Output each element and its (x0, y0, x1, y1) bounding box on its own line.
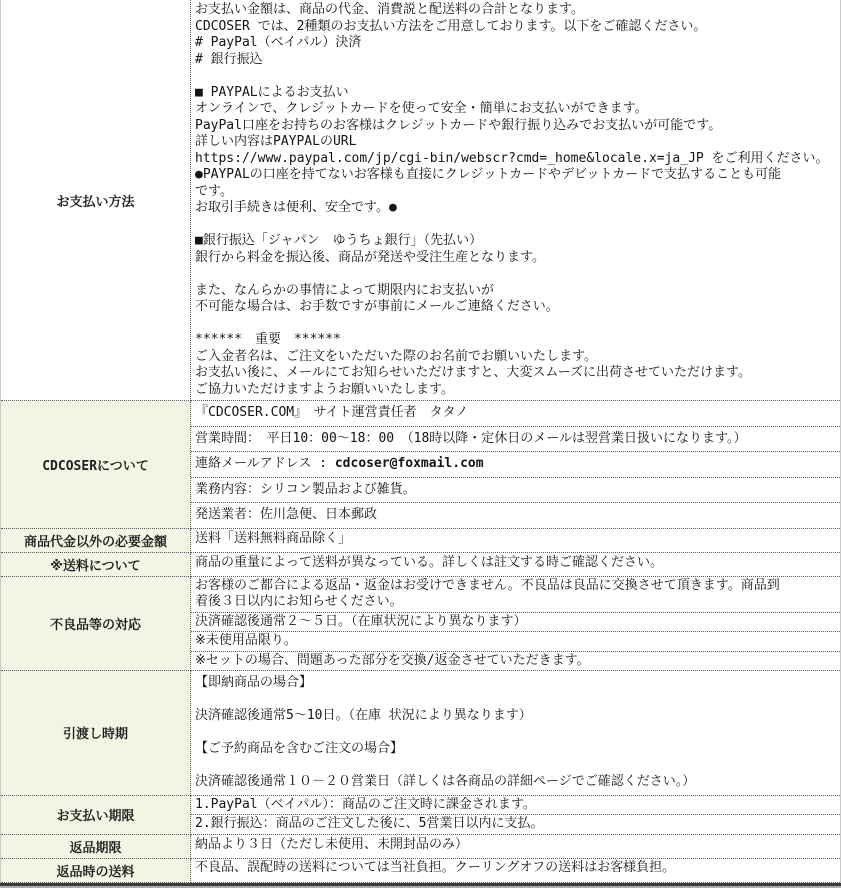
subcell-shipping-fee-0 (191, 553, 840, 574)
text-line: https://www.paypal.com/jp/cgi-bin/webscr?cmd=_home&locale.x=ja_JP をご利用ください。 (195, 150, 829, 166)
subcell-payment-deadline-0 (191, 796, 840, 816)
row-extra-charges (1, 528, 841, 552)
row-header-return-shipping: 返品時の送料 (1, 858, 191, 882)
text-line: 送料「送料無料商品除く」 (195, 530, 352, 546)
text-line (195, 217, 836, 234)
row-header-about-cdcoser: CDCOSERについて (1, 401, 191, 529)
row-content-payment-deadline (191, 795, 841, 834)
row-header-return-deadline: 返品期限 (1, 834, 191, 858)
row-content-shipping-fee (191, 552, 841, 576)
text-line: 【ご予約商品を含むご注文の場合】 (195, 741, 404, 756)
text-line (195, 266, 836, 283)
text-line: ご入金者名は、ご注文をいただいた際のお名前でお願いいたします。 (195, 348, 597, 364)
row-header-payment-deadline: お支払い期限 (1, 795, 191, 834)
row-content-extra-charges (191, 528, 841, 552)
row-content-about-cdcoser (191, 401, 841, 529)
subcell-about-cdcoser-0 (191, 401, 840, 427)
text-line: 2.銀行振込：商品のご注文した後に、5営業日以内に支払。 (195, 816, 544, 831)
text-line: お客様のご都合による返品・返金はお受けできません。不良品は良品に交換させて頂きます。商品到 (195, 577, 780, 593)
text-line: 1.PayPal（ベイパル）：商品のご注文時に課金されます。 (195, 796, 536, 812)
text-line: ●PAYPALの口座を持てないお客様も直接にクレジットカードやデビットカードで支払することも可能 (195, 167, 782, 182)
text-line (195, 725, 836, 742)
email-address: cdcoser@foxmail.com (334, 456, 484, 471)
text-line: ■ PAYPALによるお支払い (195, 84, 349, 100)
text-line: PayPal口座をお持ちのお客様はクレジットカードや銀行振り込みでお支払いが可能です。 (195, 117, 722, 133)
text-line: お取引手続きは便利、安全です。● (195, 200, 397, 215)
text-line (195, 316, 836, 333)
row-content-defective-items (191, 576, 841, 671)
text-line: # 銀行振込 (195, 51, 263, 67)
text-line: 業務内容：シリコン製品および雑貨。 (195, 481, 416, 497)
contact-email-line (195, 456, 836, 473)
subcell-defective-items-3 (191, 652, 840, 671)
text-line (195, 68, 836, 85)
text-line: 決済確認後通常5～10日。（在庫 状況により異なります） (195, 708, 532, 723)
subcell-about-cdcoser-1 (191, 427, 840, 453)
text-line: また、なんらかの事情によって期限内にお支払いが (195, 282, 495, 298)
text-line: 営業時間： 平日10：00～18：00 （18時以降・定休日のメールは翌営業日扱いになります。） (195, 430, 747, 446)
text-line (195, 692, 836, 709)
subcell-defective-items-1 (191, 613, 840, 633)
text-line: 【即納商品の場合】 (195, 675, 313, 690)
row-defective-items (1, 576, 841, 671)
row-header-payment-method: お支払い方法 (1, 0, 191, 401)
subcell-delivery-time-0 (191, 671, 840, 795)
row-return-shipping (1, 858, 841, 882)
row-header-delivery-time: 引渡し時期 (1, 671, 191, 796)
text-line: オンラインで、クレジットカードを使って安全・簡単にお支払いができます。 (195, 101, 648, 116)
text-line: ■銀行振込「ジャパン ゆうちょ銀行」（先払い） (195, 233, 483, 248)
text-line: 不可能な場合は、お手数ですが事前にメールご連絡ください。 (195, 299, 559, 314)
subcell-defective-items-2 (191, 632, 840, 652)
row-return-deadline (1, 834, 841, 858)
row-content-return-shipping (191, 858, 841, 882)
text-line: 不良品、誤配時の送料については当社負担。クーリングオフの送料はお客様負担。 (195, 859, 676, 875)
row-about-cdcoser (1, 401, 841, 529)
row-delivery-time (1, 671, 841, 796)
text-line: ※セットの場合、問題あった部分を交換/返金させていただきます。 (195, 652, 590, 668)
text-line: # PayPal（ベイパル）決済 (195, 35, 362, 50)
subcell-extra-charges-0 (191, 529, 840, 550)
text-line: 発送業者：佐川急便、日本郵政 (195, 507, 378, 522)
subcell-payment-deadline-1 (191, 815, 840, 834)
row-header-shipping-fee: ※送料について (1, 552, 191, 576)
row-content-delivery-time (191, 671, 841, 796)
email-label: 連絡メールアドレス : (195, 456, 335, 471)
row-header-defective-items: 不良品等の対応 (1, 576, 191, 671)
text-line: 納品より３日（ただし未使用、未開封品のみ） (195, 836, 469, 852)
row-payment-deadline (1, 795, 841, 834)
text-line: ご協力いただけますようお願いいたします。 (195, 381, 454, 397)
text-line: 銀行から料金を振込後、商品が発送や受注生産となります。 (195, 249, 545, 265)
subcell-defective-items-0 (191, 577, 840, 613)
row-content-return-deadline (191, 834, 841, 858)
text-line: お支払い後に、メールにてお知らせいただけますと、大変スムーズに出荷させていただけます。 (195, 365, 752, 380)
text-line: です。 (195, 183, 233, 199)
row-content-payment-method (191, 0, 841, 401)
subcell-about-cdcoser-2 (191, 452, 840, 478)
subcell-about-cdcoser-3 (191, 478, 840, 504)
text-line: CDCOSER では、2種類のお支払い方法をご用意しております。以下をご確認ください。 (195, 18, 707, 34)
text-line: 詳しい内容はPAYPALのURL (195, 134, 357, 149)
text-line: 決済確認後通常２～５日。（在庫状況により異なります） (195, 613, 527, 629)
subcell-return-deadline-0 (191, 835, 840, 856)
text-line: 商品の重量によって送料が異なっている。詳しくは註文する時ご確認ください。 (195, 554, 664, 570)
subcell-about-cdcoser-4 (191, 503, 840, 528)
row-header-extra-charges: 商品代金以外の必要金額 (1, 528, 191, 552)
text-line: お支払い金額は、商品の代金、消費説と配送料の合計となります。 (195, 2, 584, 17)
row-payment-method (1, 0, 841, 401)
text-line: ※未使用品限り。 (195, 633, 297, 648)
bottom-divider-shadow (0, 886, 841, 888)
text-line: 着後３日以内にお知らせください。 (195, 594, 403, 609)
text-line: ****** 重要 ****** (195, 332, 341, 347)
subcell-payment-method-0 (191, 0, 840, 400)
text-line (195, 758, 836, 775)
text-line: 決済確認後通常１０－２０営業日（詳しくは各商品の詳細ページでご確認ください。） (195, 774, 696, 789)
row-shipping-fee (1, 552, 841, 576)
text-line: 『CDCOSER.COM』 サイト運営責任者 タタノ (195, 405, 469, 420)
table-body (1, 0, 841, 882)
